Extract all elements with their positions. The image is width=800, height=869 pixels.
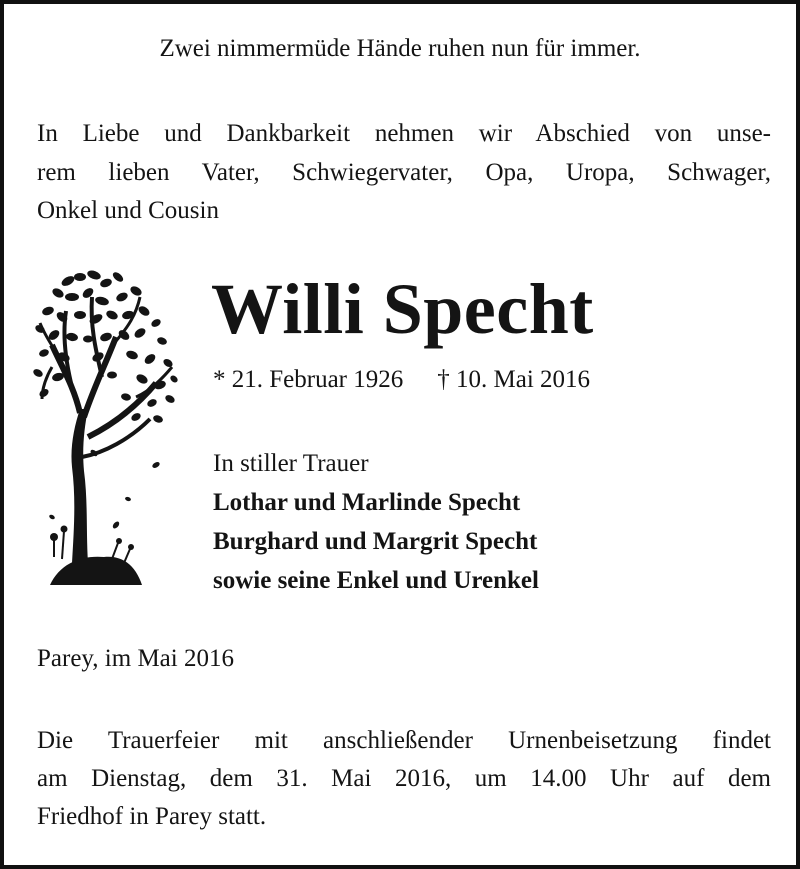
funeral-info <box>37 722 771 836</box>
funeral-line: am Dienstag, dem 31. Mai 2016, um 14.00 Uhr auf dem <box>37 765 771 792</box>
mourner-name: sowie seine Enkel und Urenkel <box>213 567 539 594</box>
life-dates <box>213 363 590 397</box>
intro-line: In Liebe und Dankbarkeit nehmen wir Abschied von unse- <box>37 120 771 147</box>
birth-date: * 21. Februar 1926 <box>213 366 404 393</box>
tree-silhouette-icon <box>32 267 180 587</box>
mourner-name: Lothar und Marlinde Specht <box>213 489 521 516</box>
intro-line: rem lieben Vater, Schwiegervater, Opa, Uropa, Schwager, <box>37 158 771 186</box>
funeral-line: Die Trauerfeier mit anschließender Urnenbeisetzung findet <box>37 727 771 754</box>
mourners-heading: In stiller Trauer <box>213 450 369 477</box>
intro-text <box>37 115 771 231</box>
funeral-line: Friedhof in Parey statt. <box>37 803 267 830</box>
intro-line: Onkel und Cousin <box>37 197 219 224</box>
motto: Zwei nimmermüde Hände ruhen nun für immer. <box>159 35 641 62</box>
deceased-name: Willi Specht <box>211 269 594 349</box>
mourner-name: Burghard und Margrit Specht <box>213 528 538 555</box>
mourners-block <box>213 444 539 600</box>
death-date: † 10. Mai 2016 <box>437 366 591 393</box>
place-date: Parey, im Mai 2016 <box>37 645 234 672</box>
